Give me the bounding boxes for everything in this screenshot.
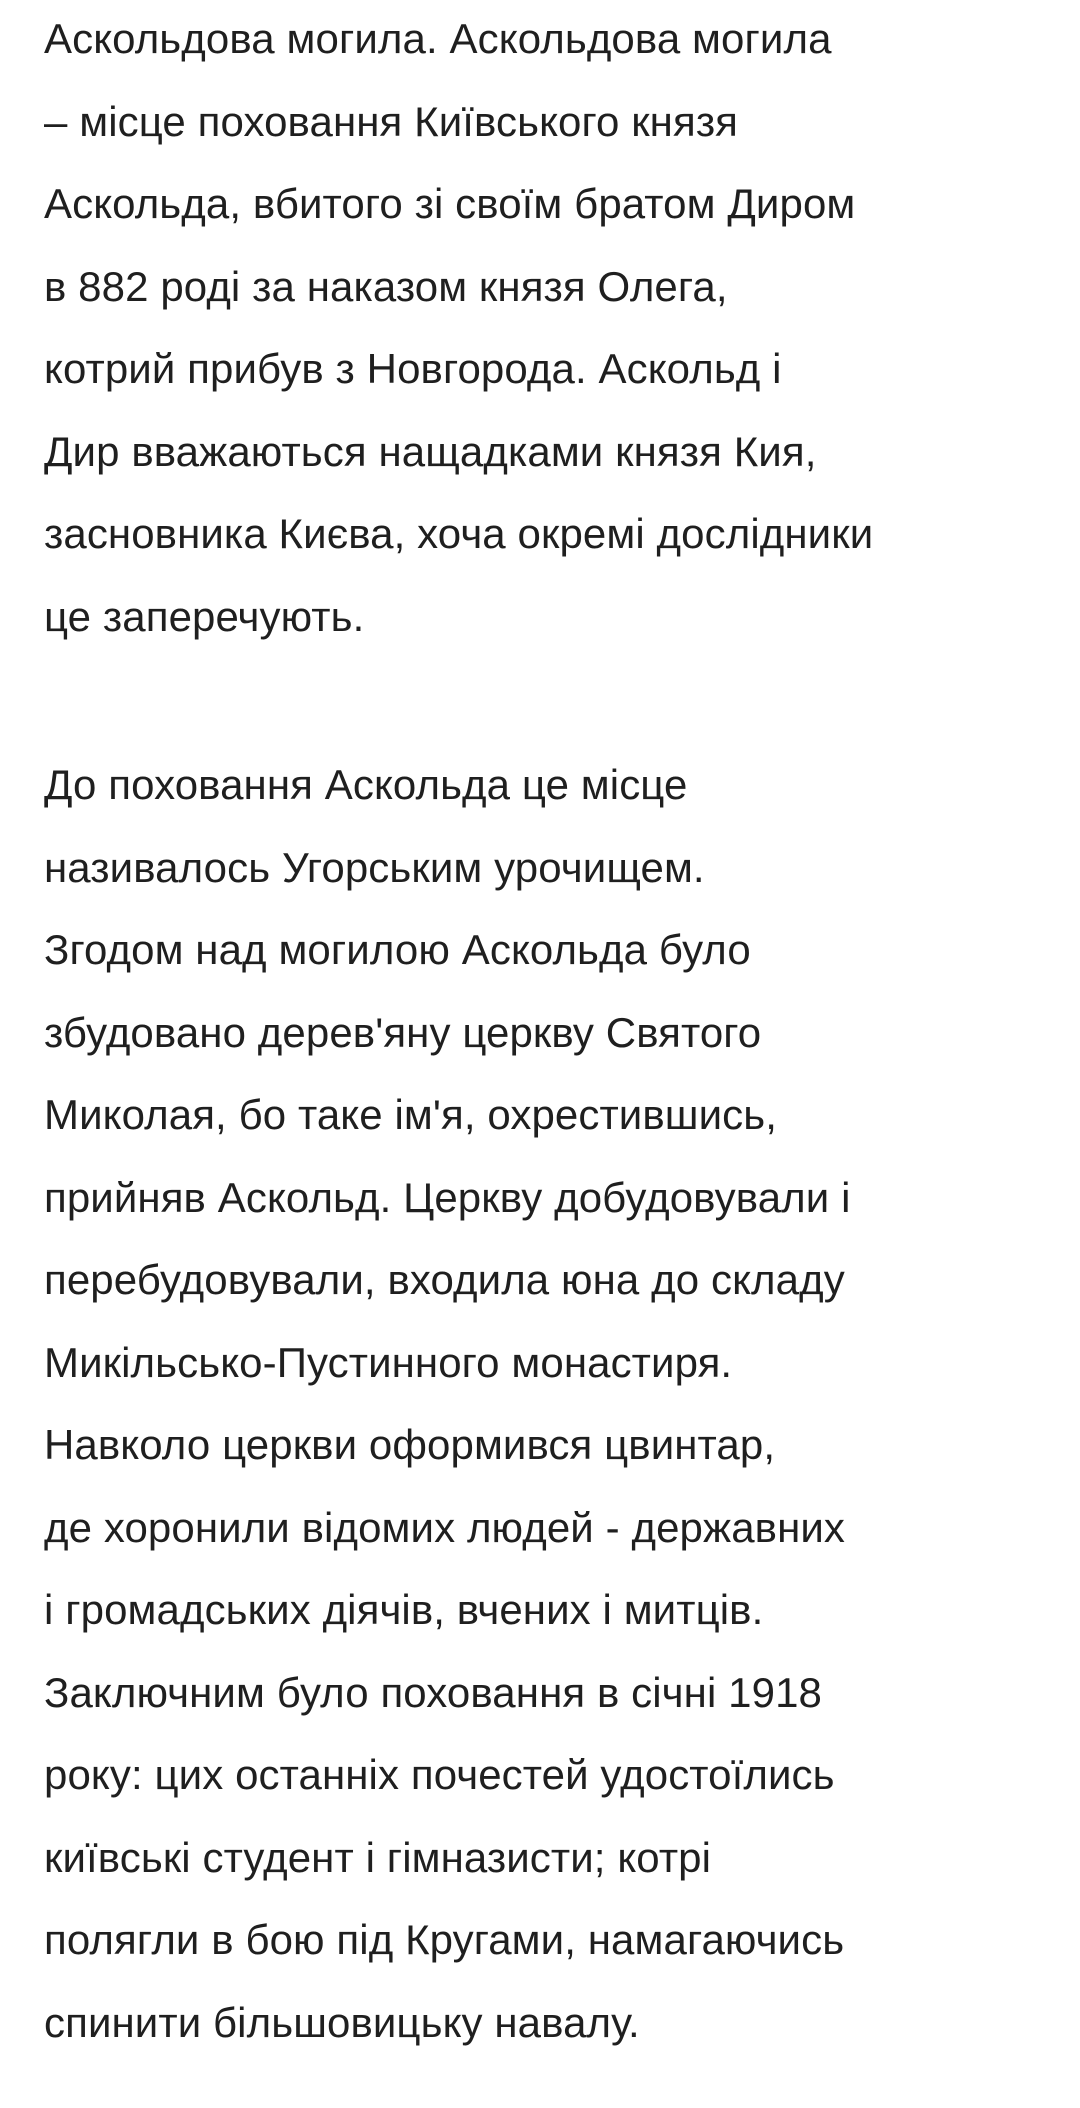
text-line: Миколая, бо таке ім'я, охрестившись, [44,1091,777,1138]
text-line: Аскольда, вбитого зі своїм братом Диром [44,180,856,227]
paragraph-askold-grave [44,0,1064,658]
text-line: це заперечують. [44,592,365,640]
text-line: прийняв Аскольд. Церкву добудовували і [44,1173,851,1221]
text-line: Аскольдова могила. Аскольдова могила [44,15,832,62]
text-line: Дир вважаються нащадками князя Кия, [44,427,817,475]
text-line: де хоронили відомих людей - державних [44,1503,846,1551]
text-line: року: цих останніх почестей удостоїлись [44,1751,835,1798]
text-line: котрий прибув з Новгорода. Аскольд і [44,345,782,392]
text-line: – місце поховання Київського князя [44,97,739,145]
text-line: називалось Угорським урочищем. [44,843,705,891]
text-line: і громадських діячів, вчених і митців. [44,1586,764,1633]
paragraph-burial-history [44,744,1064,2064]
text-line: До поховання Аскольда це місце [44,761,688,808]
text-line: в 882 роді за наказом князя Олега, [44,262,728,310]
text-line: перебудовували, входила юна до складу [44,1256,845,1303]
text-line: Заключним було поховання в січні 1918 [44,1668,822,1716]
text-line: засновника Києва, хоча окремі дослідники [44,510,874,557]
text-line: Навколо церкви оформився цвинтар, [44,1421,776,1468]
text-line: київські студент і гімназисти; котрі [44,1833,712,1881]
text-line: збудовано дерев'яну церкву Святого [44,1008,762,1056]
paragraph-spacing [44,658,1064,744]
text-line: полягли в бою під Кругами, намагаючись [44,1916,845,1963]
text-line: Микільсько-Пустинного монастиря. [44,1338,733,1386]
text-line: Згодом над могилою Аскольда було [44,926,751,973]
text-line: спинити більшовицьку навалу. [44,1998,640,2046]
article-text [44,0,1064,2064]
